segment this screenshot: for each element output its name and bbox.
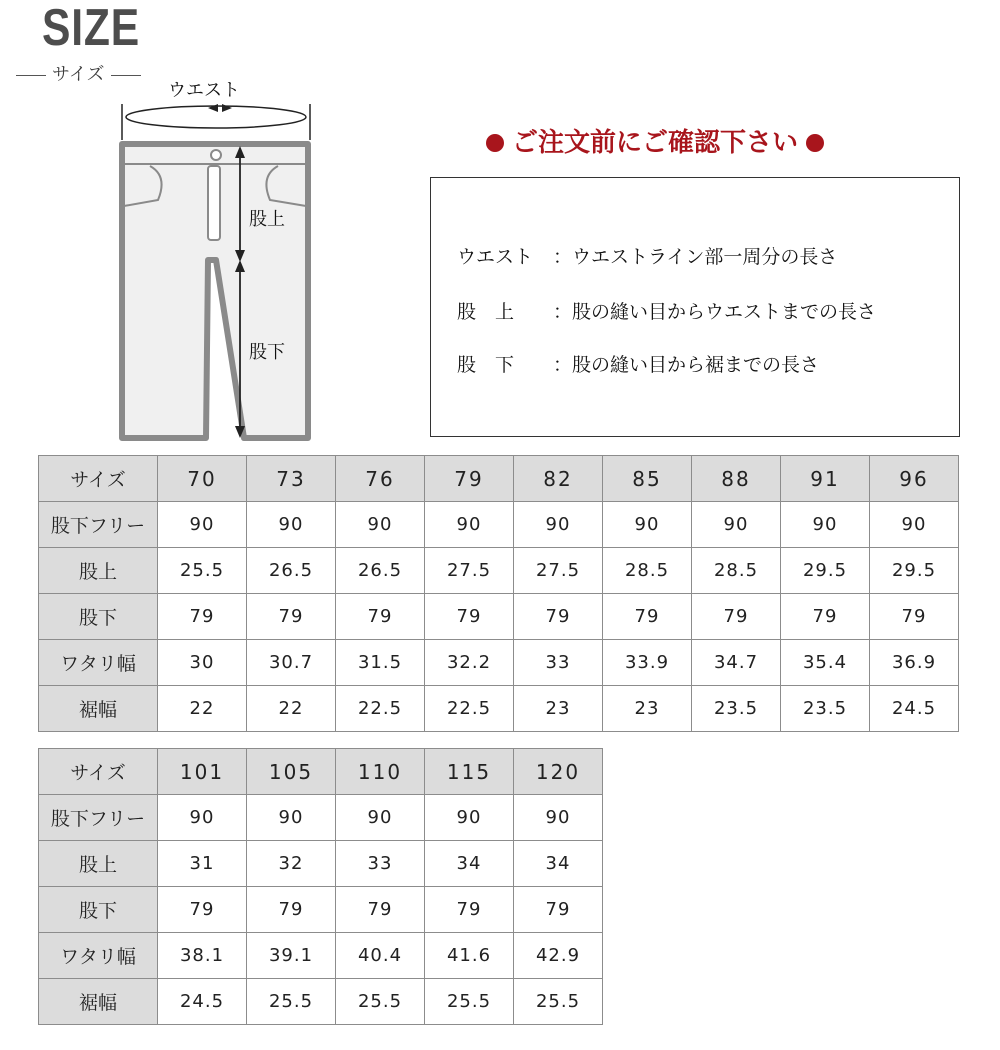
- table-cell: 90: [870, 502, 959, 548]
- definition-inseam: [457, 350, 819, 377]
- table-row: [39, 686, 959, 732]
- table-row: [39, 640, 959, 686]
- table-row: [39, 841, 603, 887]
- definition-term: ウエスト: [457, 246, 534, 268]
- table-cell: 34: [514, 841, 603, 887]
- table-cell: 90: [603, 502, 692, 548]
- table-header-row: [39, 456, 959, 502]
- table-row: [39, 502, 959, 548]
- size-header-label: サイズ: [39, 749, 158, 795]
- waist-label: ウエスト: [168, 80, 240, 101]
- divider: [16, 75, 46, 76]
- definitions-box: [430, 177, 960, 437]
- table-cell: 90: [247, 502, 336, 548]
- size-header-label: サイズ: [39, 456, 158, 502]
- definition-rise: [457, 297, 876, 324]
- size-header-cell: 120: [514, 749, 603, 795]
- size-header-cell: 73: [247, 456, 336, 502]
- row-label: ワタリ幅: [39, 933, 158, 979]
- inseam-label: 股下: [249, 342, 285, 363]
- definition-term: 股 下: [457, 354, 515, 376]
- bullet-dot-icon: [486, 134, 504, 152]
- table-cell: 28.5: [603, 548, 692, 594]
- notice-heading-text: ご注文前にご確認下さい: [512, 128, 799, 158]
- table-cell: 79: [247, 594, 336, 640]
- table-cell: 22: [247, 686, 336, 732]
- table-cell: 42.9: [514, 933, 603, 979]
- table-cell: 79: [158, 594, 247, 640]
- table-cell: 90: [514, 795, 603, 841]
- size-header-cell: 76: [336, 456, 425, 502]
- fly: [208, 166, 220, 240]
- table-cell: 33: [514, 640, 603, 686]
- row-label: 股上: [39, 548, 158, 594]
- table-cell: 90: [425, 795, 514, 841]
- table-cell: 27.5: [425, 548, 514, 594]
- row-label: 裾幅: [39, 686, 158, 732]
- table-cell: 33.9: [603, 640, 692, 686]
- table-cell: 90: [158, 502, 247, 548]
- table-cell: 24.5: [158, 979, 247, 1025]
- definition-text: ：股の縫い目から裾までの長さ: [553, 354, 820, 376]
- table-cell: 27.5: [514, 548, 603, 594]
- table-cell: 30: [158, 640, 247, 686]
- table-cell: 28.5: [692, 548, 781, 594]
- size-header-cell: 115: [425, 749, 514, 795]
- table-cell: 25.5: [425, 979, 514, 1025]
- table-cell: 32.2: [425, 640, 514, 686]
- table-row: [39, 933, 603, 979]
- table-row: [39, 979, 603, 1025]
- table-cell: 34.7: [692, 640, 781, 686]
- bullet-dot-icon: [806, 134, 824, 152]
- table-row: [39, 887, 603, 933]
- page-title: SIZE: [42, 0, 141, 57]
- table-cell: 25.5: [158, 548, 247, 594]
- table-cell: 40.4: [336, 933, 425, 979]
- row-label: ワタリ幅: [39, 640, 158, 686]
- table-cell: 25.5: [336, 979, 425, 1025]
- table-cell: 79: [425, 594, 514, 640]
- table-cell: 90: [247, 795, 336, 841]
- table-cell: 23.5: [692, 686, 781, 732]
- table-cell: 25.5: [514, 979, 603, 1025]
- table-cell: 90: [336, 502, 425, 548]
- table-cell: 38.1: [158, 933, 247, 979]
- definition-text: ：ウエストライン部一周分の長さ: [553, 246, 838, 268]
- table-cell: 25.5: [247, 979, 336, 1025]
- table-cell: 22.5: [336, 686, 425, 732]
- row-label: 裾幅: [39, 979, 158, 1025]
- notice-heading: [486, 130, 824, 156]
- table-cell: 79: [336, 594, 425, 640]
- row-label: 股下フリー: [39, 502, 158, 548]
- table-cell: 79: [514, 594, 603, 640]
- table-cell: 41.6: [425, 933, 514, 979]
- size-header-cell: 110: [336, 749, 425, 795]
- table-cell: 90: [158, 795, 247, 841]
- table-cell: 79: [692, 594, 781, 640]
- table-row: [39, 795, 603, 841]
- table-cell: 90: [692, 502, 781, 548]
- definition-text: ：股の縫い目からウエストまでの長さ: [553, 301, 877, 323]
- table-cell: 32: [247, 841, 336, 887]
- table-cell: 90: [514, 502, 603, 548]
- size-header-cell: 82: [514, 456, 603, 502]
- table-cell: 31.5: [336, 640, 425, 686]
- table-cell: 79: [514, 887, 603, 933]
- table-cell: 23: [514, 686, 603, 732]
- table-cell: 33: [336, 841, 425, 887]
- table-cell: 23: [603, 686, 692, 732]
- table-cell: 29.5: [781, 548, 870, 594]
- table-cell: 90: [336, 795, 425, 841]
- size-header-cell: 88: [692, 456, 781, 502]
- size-header-cell: 91: [781, 456, 870, 502]
- row-label: 股下: [39, 887, 158, 933]
- table-cell: 29.5: [870, 548, 959, 594]
- size-header-cell: 70: [158, 456, 247, 502]
- table-cell: 79: [425, 887, 514, 933]
- table-row: [39, 594, 959, 640]
- table-cell: 24.5: [870, 686, 959, 732]
- table-cell: 79: [603, 594, 692, 640]
- pants-diagram: [110, 70, 330, 450]
- subtitle-text: サイズ: [52, 64, 105, 85]
- size-header-cell: 79: [425, 456, 514, 502]
- row-label: 股上: [39, 841, 158, 887]
- table-cell: 90: [425, 502, 514, 548]
- row-label: 股下: [39, 594, 158, 640]
- table-cell: 26.5: [336, 548, 425, 594]
- row-label: 股下フリー: [39, 795, 158, 841]
- size-header-cell: 85: [603, 456, 692, 502]
- size-header-cell: 96: [870, 456, 959, 502]
- table-cell: 79: [336, 887, 425, 933]
- table-cell: 39.1: [247, 933, 336, 979]
- size-table-1: [38, 455, 959, 732]
- table-cell: 90: [781, 502, 870, 548]
- rise-label: 股上: [249, 209, 285, 230]
- size-header-cell: 101: [158, 749, 247, 795]
- table-header-row: [39, 749, 603, 795]
- table-cell: 34: [425, 841, 514, 887]
- button: [211, 150, 221, 160]
- table-cell: 22.5: [425, 686, 514, 732]
- table-cell: 79: [870, 594, 959, 640]
- definition-term: 股 上: [457, 301, 515, 323]
- table-cell: 22: [158, 686, 247, 732]
- definition-waist: [457, 242, 837, 269]
- size-header-cell: 105: [247, 749, 336, 795]
- table-cell: 31: [158, 841, 247, 887]
- table-cell: 35.4: [781, 640, 870, 686]
- size-table-2: [38, 748, 603, 1025]
- waist-arrow-right: [222, 104, 232, 112]
- table-row: [39, 548, 959, 594]
- table-cell: 36.9: [870, 640, 959, 686]
- waist-arrow-left: [208, 104, 218, 112]
- table-cell: 23.5: [781, 686, 870, 732]
- table-cell: 30.7: [247, 640, 336, 686]
- table-cell: 79: [247, 887, 336, 933]
- table-cell: 79: [158, 887, 247, 933]
- table-cell: 79: [781, 594, 870, 640]
- table-cell: 26.5: [247, 548, 336, 594]
